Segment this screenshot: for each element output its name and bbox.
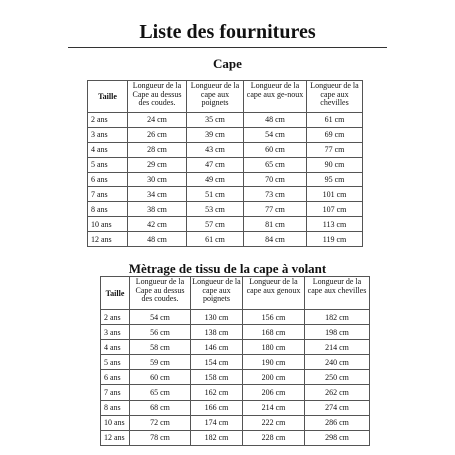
value-cell: 274 cm — [305, 400, 370, 415]
size-cell: 10 ans — [101, 415, 130, 430]
table-header-row — [88, 81, 363, 113]
table-row — [101, 385, 370, 400]
column-header-length: Longueur de la Cape au dessus des coudes. — [130, 277, 191, 310]
size-cell: 8 ans — [88, 202, 128, 217]
value-cell: 214 cm — [305, 340, 370, 355]
value-cell: 29 cm — [128, 157, 187, 172]
value-cell: 107 cm — [307, 202, 363, 217]
column-header-length: Longueur de la cape aux poignets — [191, 277, 243, 310]
page-title: Liste des fournitures — [139, 21, 316, 43]
value-cell: 60 cm — [244, 142, 307, 157]
value-cell: 262 cm — [305, 385, 370, 400]
table-row — [101, 430, 370, 445]
value-cell: 65 cm — [130, 385, 191, 400]
value-cell: 182 cm — [191, 430, 243, 445]
table-row — [101, 400, 370, 415]
size-cell: 12 ans — [88, 232, 128, 247]
value-cell: 158 cm — [191, 370, 243, 385]
value-cell: 240 cm — [305, 355, 370, 370]
value-cell: 59 cm — [130, 355, 191, 370]
column-header-size: Taille — [101, 277, 130, 310]
table-row — [101, 355, 370, 370]
value-cell: 61 cm — [307, 113, 363, 128]
value-cell: 77 cm — [244, 202, 307, 217]
title-divider — [68, 47, 387, 48]
value-cell: 180 cm — [243, 340, 305, 355]
value-cell: 95 cm — [307, 172, 363, 187]
value-cell: 146 cm — [191, 340, 243, 355]
value-cell: 200 cm — [243, 370, 305, 385]
value-cell: 154 cm — [191, 355, 243, 370]
table-row — [88, 172, 363, 187]
table-row — [88, 127, 363, 142]
size-cell: 6 ans — [88, 172, 128, 187]
value-cell: 72 cm — [130, 415, 191, 430]
value-cell: 24 cm — [128, 113, 187, 128]
value-cell: 38 cm — [128, 202, 187, 217]
size-cell: 4 ans — [101, 340, 130, 355]
section-title-fabric: Mètrage de tissu de la cape à volant — [128, 261, 327, 276]
table-row — [88, 187, 363, 202]
value-cell: 42 cm — [128, 217, 187, 232]
table-row — [88, 113, 363, 128]
table-row — [88, 232, 363, 247]
value-cell: 49 cm — [187, 172, 244, 187]
value-cell: 119 cm — [307, 232, 363, 247]
value-cell: 61 cm — [187, 232, 244, 247]
value-cell: 228 cm — [243, 430, 305, 445]
table-row — [101, 325, 370, 340]
value-cell: 26 cm — [128, 127, 187, 142]
table-row — [88, 202, 363, 217]
value-cell: 130 cm — [191, 310, 243, 325]
size-cell: 3 ans — [101, 325, 130, 340]
table-row — [101, 415, 370, 430]
table-row — [88, 157, 363, 172]
value-cell: 298 cm — [305, 430, 370, 445]
size-cell: 8 ans — [101, 400, 130, 415]
fabric-table — [100, 276, 370, 446]
value-cell: 90 cm — [307, 157, 363, 172]
value-cell: 286 cm — [305, 415, 370, 430]
value-cell: 174 cm — [191, 415, 243, 430]
value-cell: 250 cm — [305, 370, 370, 385]
column-header-length: Longueur de la cape aux chevilles — [305, 277, 370, 310]
value-cell: 156 cm — [243, 310, 305, 325]
value-cell: 78 cm — [130, 430, 191, 445]
value-cell: 214 cm — [243, 400, 305, 415]
value-cell: 168 cm — [243, 325, 305, 340]
value-cell: 39 cm — [187, 127, 244, 142]
value-cell: 182 cm — [305, 310, 370, 325]
column-header-length: Longueur de la cape aux ge-noux — [244, 81, 307, 113]
size-cell: 12 ans — [101, 430, 130, 445]
table-row — [101, 370, 370, 385]
value-cell: 48 cm — [128, 232, 187, 247]
size-cell: 2 ans — [88, 113, 128, 128]
value-cell: 113 cm — [307, 217, 363, 232]
size-cell: 6 ans — [101, 370, 130, 385]
value-cell: 60 cm — [130, 370, 191, 385]
cape-table — [87, 80, 363, 247]
size-cell: 3 ans — [88, 127, 128, 142]
section-title-cape: Cape — [213, 56, 242, 71]
value-cell: 198 cm — [305, 325, 370, 340]
column-header-length: Longueur de la cape aux poignets — [187, 81, 244, 113]
size-cell: 2 ans — [101, 310, 130, 325]
value-cell: 166 cm — [191, 400, 243, 415]
value-cell: 51 cm — [187, 187, 244, 202]
value-cell: 54 cm — [244, 127, 307, 142]
value-cell: 69 cm — [307, 127, 363, 142]
table-row — [101, 340, 370, 355]
value-cell: 81 cm — [244, 217, 307, 232]
value-cell: 56 cm — [130, 325, 191, 340]
table-row — [101, 310, 370, 325]
value-cell: 48 cm — [244, 113, 307, 128]
column-header-length: Longueur de la Cape au dessus des coudes. — [128, 81, 187, 113]
value-cell: 54 cm — [130, 310, 191, 325]
value-cell: 190 cm — [243, 355, 305, 370]
size-cell: 4 ans — [88, 142, 128, 157]
column-header-length: Longueur de la cape aux genoux — [243, 277, 305, 310]
value-cell: 58 cm — [130, 340, 191, 355]
value-cell: 73 cm — [244, 187, 307, 202]
value-cell: 77 cm — [307, 142, 363, 157]
table-row — [88, 217, 363, 232]
value-cell: 35 cm — [187, 113, 244, 128]
value-cell: 34 cm — [128, 187, 187, 202]
value-cell: 68 cm — [130, 400, 191, 415]
value-cell: 101 cm — [307, 187, 363, 202]
value-cell: 28 cm — [128, 142, 187, 157]
table-row — [88, 142, 363, 157]
value-cell: 57 cm — [187, 217, 244, 232]
value-cell: 43 cm — [187, 142, 244, 157]
table-header-row — [101, 277, 370, 310]
value-cell: 30 cm — [128, 172, 187, 187]
value-cell: 84 cm — [244, 232, 307, 247]
column-header-length: Longueur de la cape aux chevilles — [307, 81, 363, 113]
value-cell: 53 cm — [187, 202, 244, 217]
size-cell: 5 ans — [101, 355, 130, 370]
size-cell: 7 ans — [101, 385, 130, 400]
value-cell: 47 cm — [187, 157, 244, 172]
value-cell: 206 cm — [243, 385, 305, 400]
value-cell: 65 cm — [244, 157, 307, 172]
size-cell: 10 ans — [88, 217, 128, 232]
column-header-size: Taille — [88, 81, 128, 113]
value-cell: 162 cm — [191, 385, 243, 400]
value-cell: 222 cm — [243, 415, 305, 430]
size-cell: 7 ans — [88, 187, 128, 202]
value-cell: 70 cm — [244, 172, 307, 187]
size-cell: 5 ans — [88, 157, 128, 172]
value-cell: 138 cm — [191, 325, 243, 340]
